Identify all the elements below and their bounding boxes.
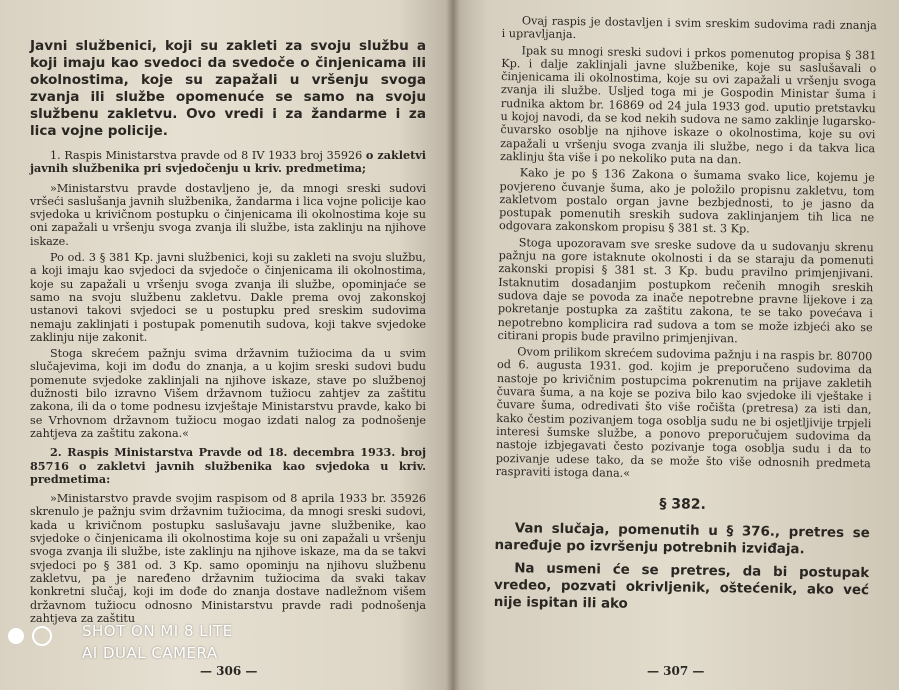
right-page-number: — 307 — <box>647 664 705 678</box>
book-spine <box>446 0 460 690</box>
right-page <box>452 0 899 690</box>
watermark-dot-icon <box>8 628 24 644</box>
decree-2-heading-bold: o zakletvi javnih službenika kao svjedoka u kriv. predmetima: <box>30 458 426 486</box>
section-heading: § 382. <box>659 496 706 513</box>
section-paragraph-2: Na usmeni će se pretres, da bi postupak vredeo, pozvati okrivljenik, oštećenik, ako već nije ispitan ili ako <box>493 561 870 612</box>
decree-2-heading <box>30 446 426 486</box>
decree-1-heading <box>30 149 426 176</box>
right-page-content <box>494 14 877 616</box>
right-paragraph-4: Stoga upozoravam sve sreske sudove da u sudovanju skrenu pažnju na gore istaknute okolnosti i da se staraju da pomenuti zakonski propisi § 381 st. 3 Kp. budu pravilno primjenjivani. Istaknutim dosadanjim postupkom rečenih mnogih sreskih sudova daje se povoda za inače nepotrebne pravne lijekove i za pokretanje postupka za zaštitu zakona, te se tako povećava i nepotrebno komplicira rad sudova a tom se može izbjeći ako se citirani propis bude pravilno primjenjivan. <box>497 236 874 346</box>
left-intro-paragraph: Javni službenici, koji su zakleti za svoju službu a koji imaju kao svedoci da svedoče o činjenicama ili okolnostima, koje su zapažali u vršenju svoga zvanja ili službe opomenuće se samo na svoju službenu zakletvu. Ovo vredi i za žandarme i za lica vojne policije. <box>30 38 426 139</box>
watermark-line-1: SHOT ON MI 8 LITE <box>82 622 233 640</box>
left-page-number: — 306 — <box>200 664 258 678</box>
watermark-line-2: AI DUAL CAMERA <box>82 644 218 662</box>
watermark-ring-icon <box>32 626 52 646</box>
right-paragraph-1: Ovaj raspis je dostavljen i svim sreskim sudovima radi znanja i upravljanja. <box>501 14 877 42</box>
section-paragraph-1: Van slučaja, pomenutih u § 376., pretres se naređuje po izvršenju potrebnih izviđaja. <box>494 521 870 558</box>
decree-2-heading-pre: 2. Raspis Ministarstva Pravde od 18. decembra 1933. broj 85716 <box>30 445 426 473</box>
right-paragraph-5: Ovom prilikom skrećem sudovima pažnju i na raspis br. 80700 od 6. augusta 1931. god. kojim je preporučeno sudovima da nastoje po krivičnim postupcima pokrenutim na prijave zakletih čuvara šuma, a na koje se poziva bilo kao svjedoke ili vještake i čuvare šuma, odredivati što više ročišta (pretresa) za isti dan, kako čestim pozivanjem toga osoblja sudu ne bi osjetljivije trpjeli interesi šumske službe, a ponovo preporučujem sudovima da nastoje izbjegavati često pozivanje toga osoblja sudu i da to pozivanje udese tako, da se može što više odnosnih predmeta raspraviti istoga dana.« <box>495 345 873 480</box>
camera-watermark <box>8 622 238 666</box>
decree-1-heading-pre: 1. Raspis Ministarstva pravde od 8 IV 1933 broj 35926 <box>50 149 363 162</box>
decree-1-paragraph-3: Stoga skrećem pažnju svima državnim tužiocima da u svim slučajevima, koji im dođu do znanja, a u kojim sreski sudovi budu pomenute svjedoke zaklinjali na njihove iskaze, stave po službenoj dužnosti bilo izravno Višem državnom tužiocu zahtjev za zaštitu zakona, ili da o tome podnesu izvještaje Ministarstvu pravde, kako bi se Vrhovnom državnom tužiocu mogao izdati nalog za podnošenje zahtjeva za zaštitu zakona.« <box>30 347 426 440</box>
decree-2-paragraph-1: »Ministarstvo pravde svojim raspisom od 8 aprila 1933 br. 35926 skrenulo je pažnju svim državnim tužiocima, da mnogi sreski sudovi, kada u krivičnom postupku saslušavaju javne službenike, kao svjedoke o činjenicama ili okolnostima koje su oni zapažali u vršenju svoga zvanja ili službe, iste zaklinju na njihove iskaze, ma da se takvi svjedoci po § 381 od. 3 Kp. samo opominju na njihovu službenu zakletvu, pa je naređeno državnim tužiocima da svaki takav konkretni slučaj, koji im dođe do znanja dostave nadležnom višem državnom tužiocu odnosno Ministarstvu pravde radi podnošenja zahtjeva za zaštitu <box>30 492 426 625</box>
decree-1-heading-bold: o zakletvi javnih službenika pri svjedočenju u kriv. predmetima; <box>30 148 427 176</box>
right-paragraph-3: Kako je po § 136 Zakona o šumama svako lice, kojemu je povjereno čuvanje šuma, ako je položilo propisnu zakletvu, tom zakletvom postalo organ javne bezbjednosti, to je jasno da postupak pomenutih sreskih sudova zaklinjanjem tih lica ne odgovara zakonskom propisu § 381 st. 3 Kp. <box>498 166 875 236</box>
right-paragraph-2: Ipak su mnogi sreski sudovi i prkos pomenutog propisa § 381 Kp. i dalje zaklinjali javne službenike, koje su saslušavali o činjenicama ili okolnostima, koje su ovi zapažali u vršenju svoga zvanja ili službe. Usljed toga mi je Gospodin Ministar šuma i rudnika aktom br. 16869 od 24 jula 1933 god. uputio pretstavku u kojoj navodi, da se kod nekih sudova ne samo zaklinje lugarsko-čuvarsko osoblje na njihove iskaze o okolnostima, koje su ovi zapažali u vršenju svoga zvanja ili službe, nego i da takva lica zaklinju šta više i po nekoliko puta na dan. <box>499 43 877 167</box>
decree-1-paragraph-1: »Ministarstvu pravde dostavljeno je, da mnogi sreski sudovi vršeći saslušanja javnih službenika, žandarma i lica vojne policije kao svjedoka u krivičnom postupku o činjenicama ili okolnostima koje su oni zapažali u vršenju svoga zvanja ili službe, ista zaklinju na njihove iskaze. <box>30 181 426 248</box>
decree-1-paragraph-2: Po od. 3 § 381 Kp. javni službenici, koji su zakleti na svoju službu, a koji imaju kao svjedoci da svjedoče o činjenicama ili okolnostima, koje su zapažali u vršenju svoga zvanja ili službe, opominjaće se samo na svoju službenu zakletvu. Dakle prema ovoj zakonskoj ustanovi takovi svjedoci se u postupku pred sreskim sudovima nemaju zaklinjati i postupak pomenutih sudova, koji takve svjedoke zaklinju nije zakonit. <box>30 251 426 344</box>
